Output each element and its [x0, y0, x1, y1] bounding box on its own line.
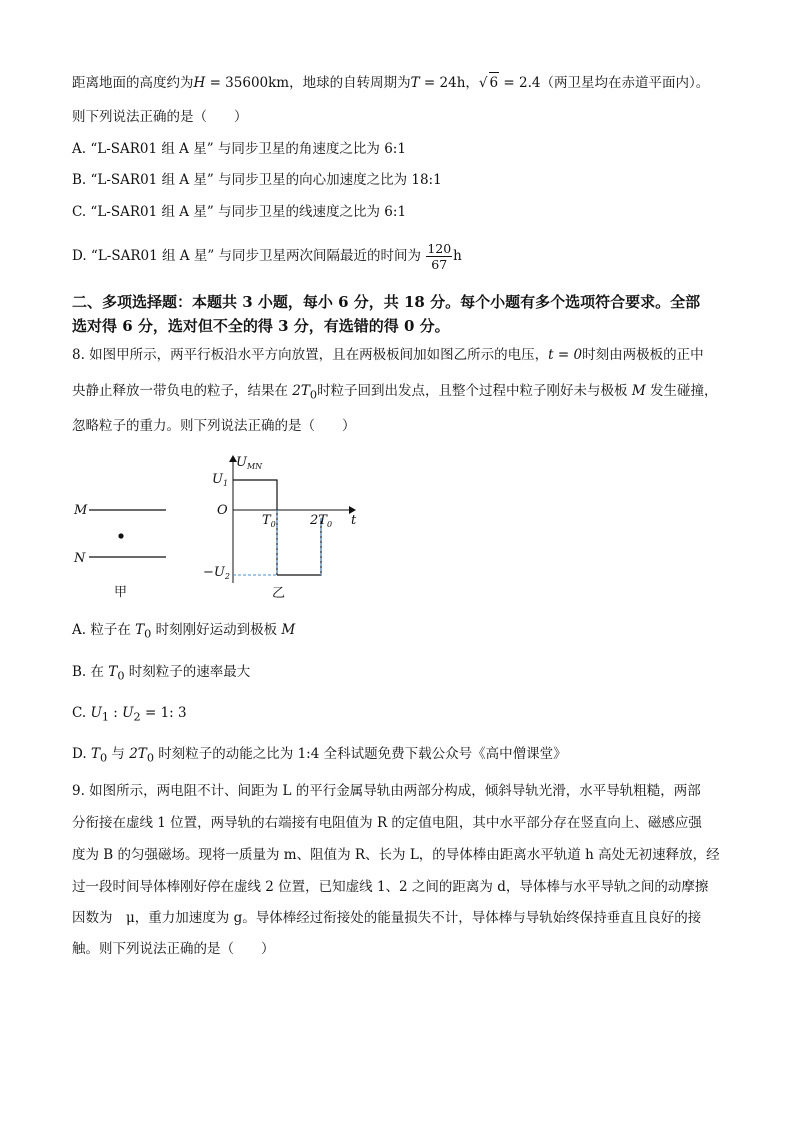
label-n: N: [74, 551, 86, 566]
q8-stem-line3: 忽略粒子的重力。则下列说法正确的是（ ）: [72, 418, 356, 434]
q9-stem-line4: 过一段时间导体棒刚好停在虚线 2 位置，已知虚线 1、2 之间的距离为 d，导体棒与水平导轨之间的动摩擦: [72, 879, 709, 895]
q9-stem-line5: 因数为 μ，重力加速度为 g。导体棒经过衔接处的能量损失不计，导体棒与导轨始终保持垂直且良好的接: [72, 910, 702, 926]
q7-option-d: D. “L-SAR01 组 A 星” 与同步卫星两次间隔最近的时间为 $\frac{120}{67}$ h: [72, 241, 462, 272]
q7-stem-line1: 距离地面的高度约为H = 35600km，地球的自转周期为T = 24h，√ 6 = 2.4（两卫星均在赤道平面内）。: [72, 72, 709, 93]
label-2t0: $2T_0$: [310, 513, 333, 529]
q9-stem-line6: 触。则下列说法正确的是（ ）: [72, 941, 275, 957]
q9-stem-line1: 9. 如图所示，两电阻不计、间距为 L 的平行金属导轨由两部分构成，倾斜导轨光滑，水平导轨粗糙，两部: [72, 783, 701, 799]
label-neg-u2: $-U_2$: [203, 565, 230, 581]
caption-yi: 乙: [272, 586, 286, 600]
q7-option-c: C. “L-SAR01 组 A 星” 与同步卫星的线速度之比为 6:1: [72, 204, 407, 220]
q8-option-d: D. $T_0$ 与 $2T_0$ 时刻粒子的动能之比为 1:4 全科试题免费下载公众号《高中僧课堂》: [72, 746, 567, 765]
fraction: $\frac{120}{67}$: [427, 241, 452, 272]
caption-jia: 甲: [114, 585, 128, 600]
label-u1: $U_1$: [212, 472, 229, 488]
sqrt-symbol: √: [478, 75, 488, 91]
label-m: M: [74, 503, 88, 518]
q9-stem-line2: 分衔接在虚线 1 位置，两导轨的右端接有电阻值为 R 的定值电阻，其中水平部分存在竖直向上、磁感应强: [72, 815, 702, 831]
section-2-title-line2: 选对得 6 分，选对但不全的得 3 分，有选错的得 0 分。: [72, 317, 450, 335]
q8-stem-line2: 央静止释放一带负电的粒子，结果在 $2T_0$时粒子回到出发点，且整个过程中粒子刚好未与极板 M 发生碰撞，: [72, 383, 718, 402]
q8-option-a: A. 粒子在 $T_0$ 时刻刚好运动到极板 M: [72, 622, 296, 641]
q7-option-b: B. “L-SAR01 组 A 星” 与同步卫星的向心加速度之比为 18:1: [72, 172, 442, 188]
q8-option-c: C. $U_1$ : $U_2 = 1$: 3: [72, 705, 187, 724]
axis-label-u: $U_{MN}$: [236, 455, 263, 471]
label-t0: $T_0$: [262, 513, 276, 529]
particle-dot: [118, 533, 123, 538]
q8-option-b: B. 在 $T_0$ 时刻粒子的速率最大: [72, 664, 251, 683]
section-2-title-line1: 二、多项选择题：本题共 3 小题，每小 6 分，共 18 分。每个小题有多个选项符合要求。全部: [72, 293, 701, 311]
axis-label-t: t: [351, 513, 357, 528]
figure-yi-voltage-graph: [200, 450, 370, 600]
figure-jia-plates: [70, 490, 180, 605]
q9-stem-line3: 度为 B 的匀强磁场。现将一质量为 m、阻值为 R、长为 L，的导体棒由距离水平轨道 h 高处无初速释放，经: [72, 847, 720, 863]
q7-stem-line2: 则下列说法正确的是（ ）: [72, 109, 248, 125]
q8-stem-line1: 8. 如图甲所示，两平行板沿水平方向放置，且在两极板间加如图乙所示的电压，t = 0时刻由两极板的正中: [72, 347, 704, 363]
label-origin: O: [217, 503, 228, 518]
q7-option-a: A. “L-SAR01 组 A 星” 与同步卫星的角速度之比为 6:1: [72, 141, 406, 157]
